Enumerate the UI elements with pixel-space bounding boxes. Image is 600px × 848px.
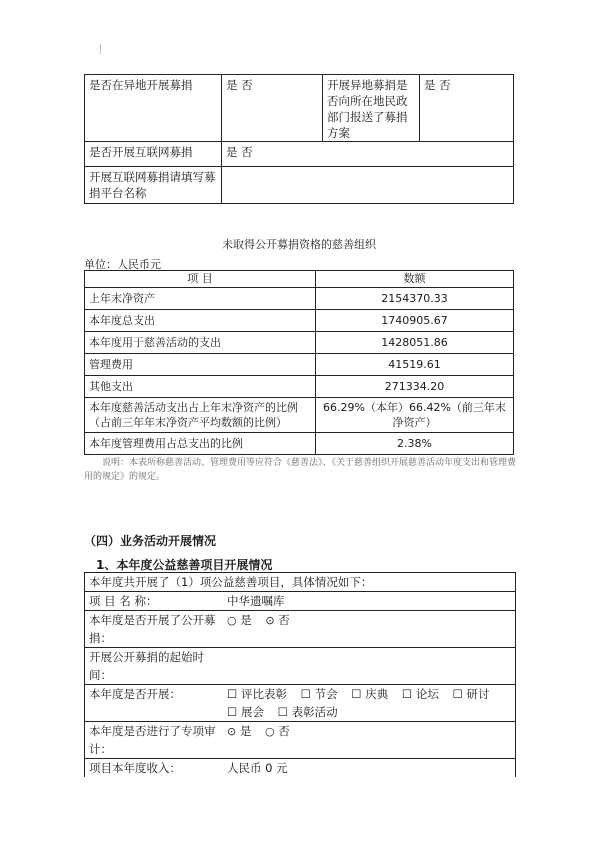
activity-label: 论坛 — [415, 687, 439, 701]
activity-checkbox[interactable]: ☐ 展会 — [227, 705, 264, 719]
table-note: 说明：本表所称慈善活动、管理费用等应符合《慈善法》、《关于慈善组织开展慈善活动年度支出和管理费用的规定》的规定。 — [84, 458, 517, 482]
audit-label: 本年度是否进行了专项审计： — [85, 722, 224, 759]
activity-label: 节会 — [314, 687, 338, 701]
radio-selected-icon: ⊙ — [227, 725, 237, 738]
table-row — [85, 288, 514, 310]
platform-name-value — [222, 167, 514, 204]
internet-fundraising-label: 是否开展互联网募捐 — [85, 142, 222, 167]
row-label: 其他支出 — [85, 376, 316, 398]
currency-unit: 单位：人民币元 — [84, 258, 161, 271]
table-row — [85, 398, 514, 433]
public-fund-label: 本年度是否开展了公开募捐： — [85, 611, 224, 648]
row-value: 1740905.67 — [316, 310, 514, 332]
public-fund-options — [223, 611, 516, 648]
row-label: 管理费用 — [85, 354, 316, 376]
remote-fundraising-value: 是 否 — [222, 75, 323, 142]
column-header-item: 项 目 — [85, 271, 316, 288]
remote-plan-value: 是 否 — [420, 75, 514, 142]
table-row — [85, 376, 514, 398]
radio-empty-icon: ○ — [227, 614, 237, 627]
project-table — [84, 572, 516, 777]
activity-label: 评比表彰 — [240, 687, 287, 701]
start-time-value — [223, 648, 516, 685]
activity-checkbox[interactable]: ☐ 研讨 — [452, 687, 490, 701]
public-fund-no[interactable] — [265, 613, 289, 627]
table-row — [85, 433, 514, 455]
activity-checkbox[interactable]: ☐ 论坛 — [401, 687, 439, 701]
platform-name-label: 开展互联网募捐请填写募捐平台名称 — [85, 167, 222, 204]
radio-empty-icon: ○ — [265, 725, 275, 738]
section-heading: （四）业务活动开展情况 — [84, 534, 217, 548]
activity-checkbox[interactable]: ☐ 评比表彰 — [227, 687, 287, 701]
row-label: 本年度慈善活动支出占上年末净资产的比例（占前三年年末净资产平均数额的比例） — [85, 398, 316, 433]
activities-label: 本年度是否开展： — [85, 685, 224, 722]
row-label: 上年末净资产 — [85, 288, 316, 310]
start-time-label: 开展公开募捐的起始时间： — [85, 648, 224, 685]
scan-mark — [100, 44, 101, 54]
audit-yes[interactable] — [227, 724, 251, 738]
row-label: 本年度管理费用占总支出的比例 — [85, 433, 316, 455]
yes-label: 是 — [240, 613, 252, 627]
activity-checkbox[interactable]: ☐ 节会 — [300, 687, 338, 701]
row-label: 本年度总支出 — [85, 310, 316, 332]
row-value: 2.38% — [316, 433, 514, 455]
row-value: 41519.61 — [316, 354, 514, 376]
remote-fundraising-label: 是否在异地开展募捐 — [85, 75, 222, 142]
project-name-value: 中华遗嘱库 — [223, 592, 516, 611]
activity-label: 研讨 — [466, 687, 490, 701]
income-value: 人民币 0 元 — [223, 759, 516, 778]
table-row — [85, 332, 514, 354]
activity-label: 展会 — [240, 705, 264, 719]
row-value: 66.29%（本年）66.42%（前三年末净资产） — [316, 398, 514, 433]
yes-label: 是 — [239, 724, 252, 738]
audit-options — [223, 722, 516, 759]
no-label: 否 — [278, 724, 290, 738]
activity-checkbox[interactable]: ☐ 表彰活动 — [277, 705, 338, 719]
no-label: 否 — [278, 613, 290, 627]
audit-no[interactable] — [265, 724, 290, 738]
income-label: 项目本年度收入： — [85, 759, 224, 778]
row-value: 1428051.86 — [316, 332, 514, 354]
section-title: 未取得公开募捐资格的慈善组织 — [222, 238, 376, 251]
project-intro: 本年度共开展了（1）项公益慈善项目，具体情况如下： — [85, 573, 516, 592]
activity-label: 庆典 — [365, 687, 389, 701]
internet-fundraising-value: 是 否 — [222, 142, 514, 167]
table-row — [85, 310, 514, 332]
activity-checkbox[interactable]: ☐ 庆典 — [351, 687, 389, 701]
subsection-heading: 1、本年度公益慈善项目开展情况 — [96, 558, 273, 572]
activities-options — [223, 685, 516, 722]
project-name-label: 项 目 名 称： — [85, 592, 224, 611]
radio-selected-icon: ⊙ — [265, 614, 275, 627]
public-fund-yes[interactable] — [227, 613, 252, 627]
column-header-amount: 数额 — [316, 271, 514, 288]
finance-table — [84, 270, 514, 455]
activity-label: 表彰活动 — [291, 705, 338, 719]
row-value: 2154370.33 — [316, 288, 514, 310]
row-value: 271334.20 — [316, 376, 514, 398]
fundraising-info-table — [84, 74, 514, 204]
remote-plan-question: 开展异地募捐是否向所在地民政部门报送了募捐方案 — [323, 75, 420, 142]
row-label: 本年度用于慈善活动的支出 — [85, 332, 316, 354]
table-row — [85, 354, 514, 376]
